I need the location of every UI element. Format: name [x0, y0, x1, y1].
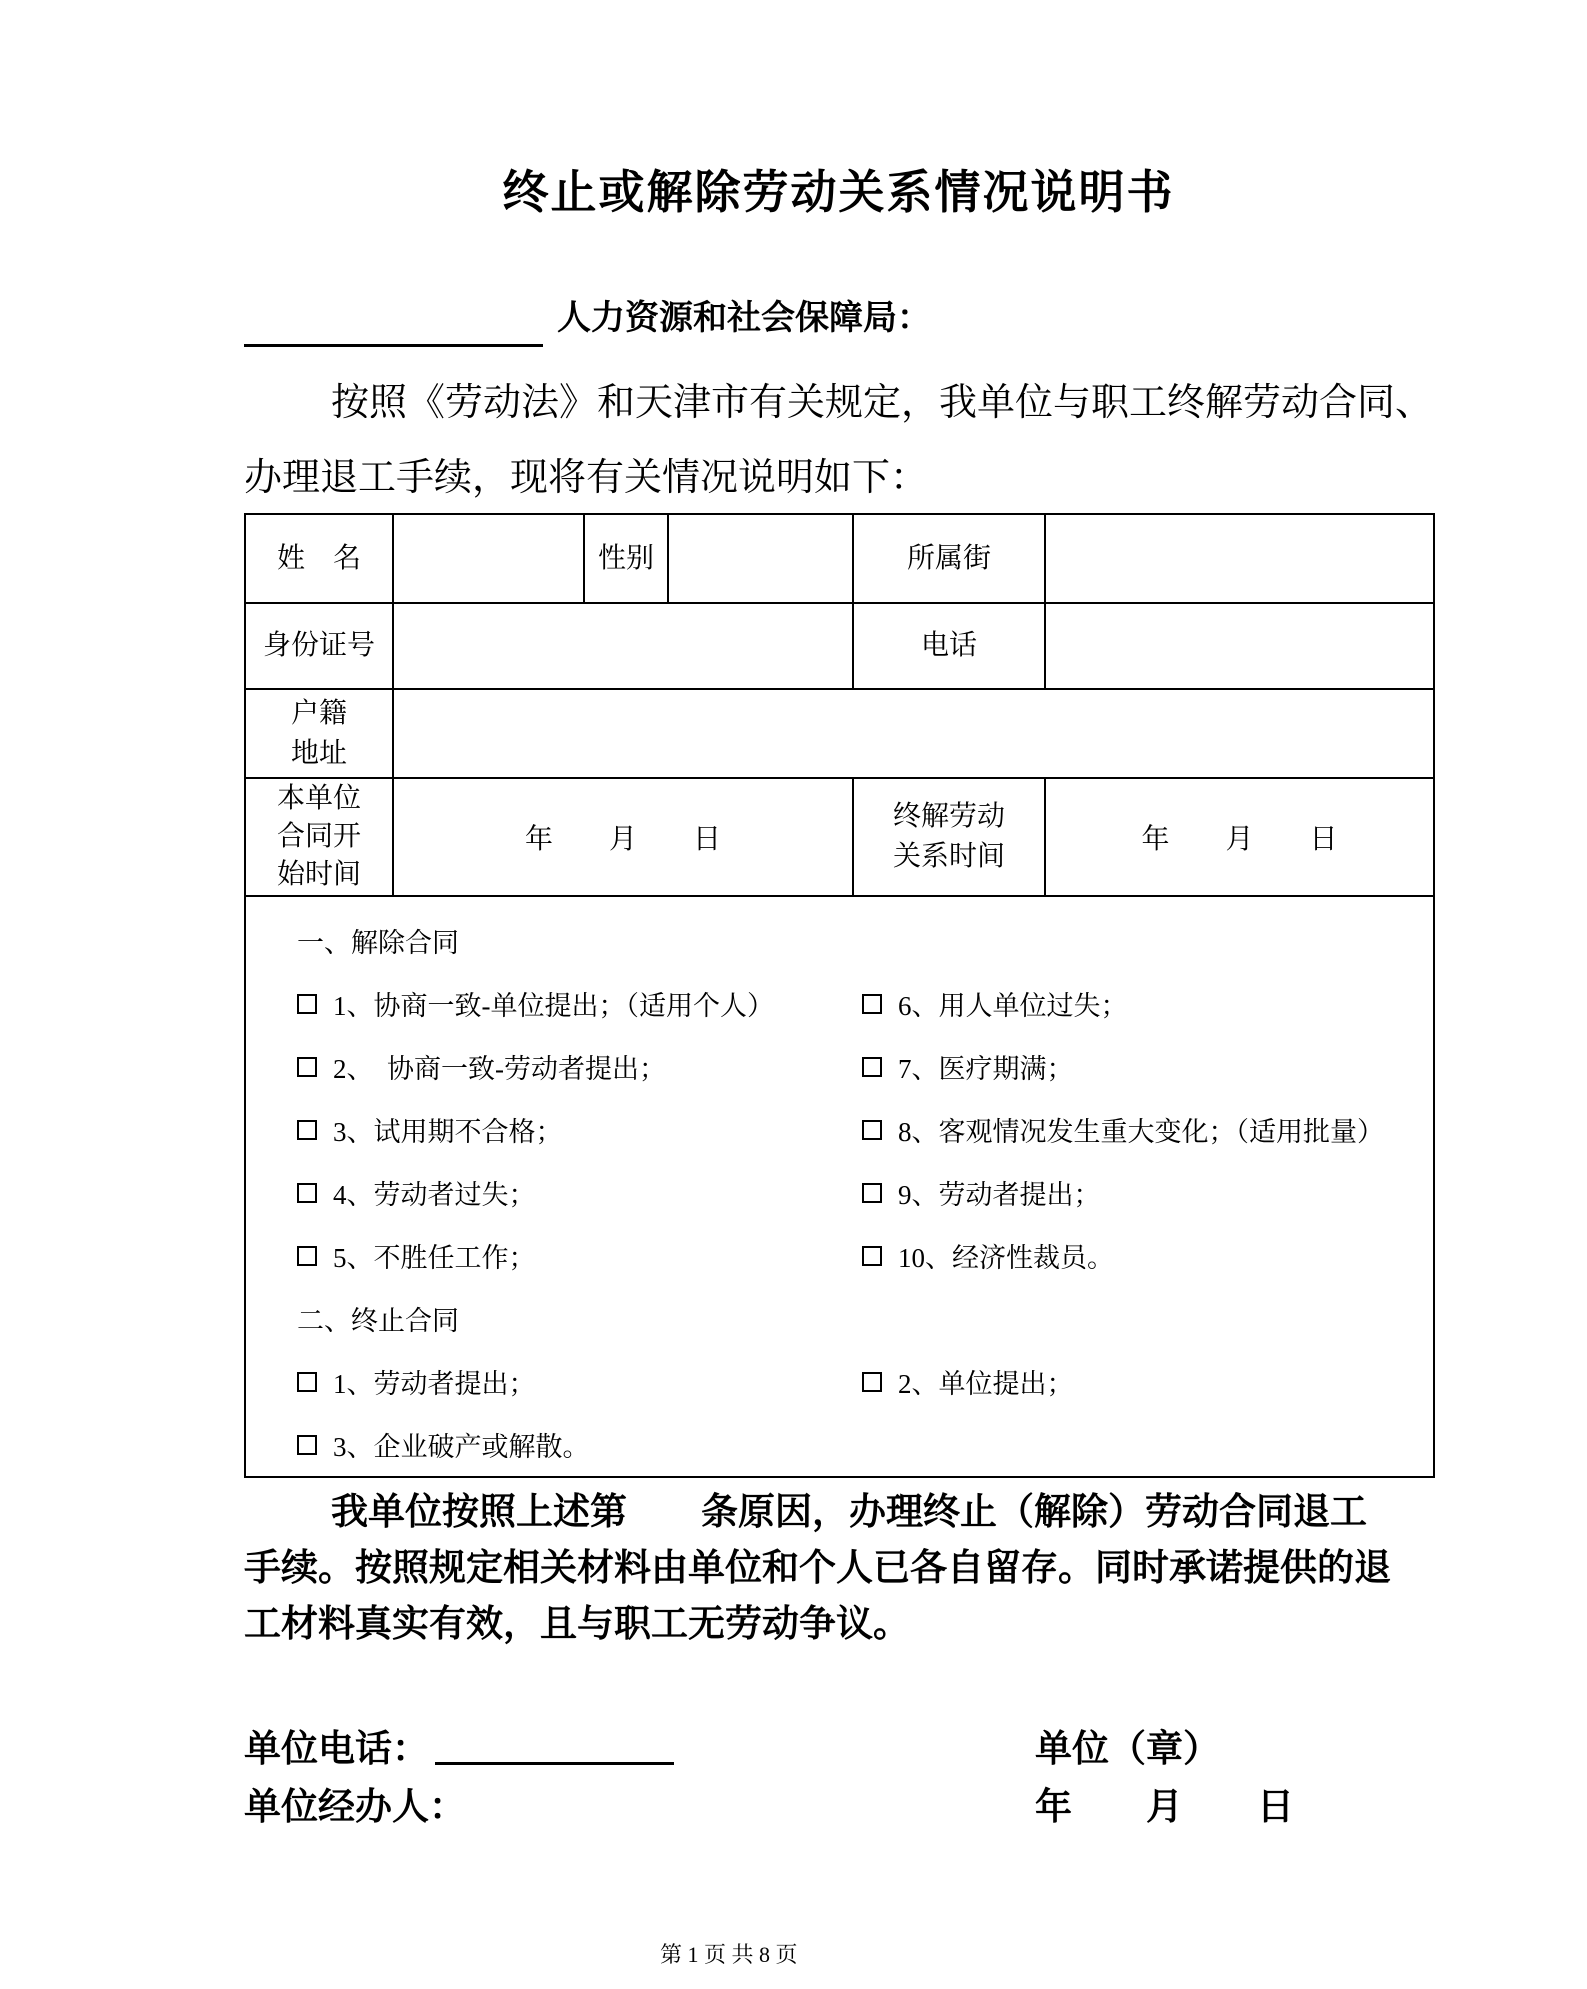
reason-label: 6、用人单位过失； — [898, 991, 1128, 1021]
reason-item — [862, 984, 1433, 1023]
document-content — [244, 0, 1433, 1989]
table-row — [245, 689, 1434, 778]
table-row — [245, 778, 1434, 896]
reason-item — [297, 1236, 862, 1275]
phone-label: 电话 — [853, 603, 1045, 689]
checkbox-icon[interactable] — [297, 994, 317, 1014]
reason-label: 3、试用期不合格； — [333, 1117, 563, 1147]
checkbox-icon[interactable] — [862, 1183, 882, 1203]
checkbox-icon[interactable] — [297, 1057, 317, 1077]
closing-line-3: 工材料真实有效，且与职工无劳动争议。 — [244, 1604, 910, 1645]
reason-row — [297, 1161, 1433, 1224]
table-row — [245, 896, 1434, 1477]
recipient-label: 人力资源和社会保障局： — [557, 300, 931, 337]
intro-line-1: 按照《劳动法》和天津市有关规定，我单位与职工终解劳动合同、 — [331, 382, 1434, 424]
gender-input-cell[interactable] — [668, 514, 853, 603]
contract-start-date-cell[interactable]: 年 月 日 — [393, 778, 853, 896]
household-address-input-cell[interactable] — [393, 689, 1434, 778]
reason-label: 4、劳动者过失； — [333, 1180, 536, 1210]
street-label: 所属街 — [853, 514, 1045, 603]
reasons-section-2 — [297, 1287, 1433, 1350]
reason-label: 2、 协商一致-劳动者提出； — [333, 1054, 666, 1084]
checkbox-icon[interactable] — [862, 1057, 882, 1077]
reason-row — [297, 972, 1433, 1035]
closing-paragraph — [244, 1485, 1433, 1653]
recipient-name-blank[interactable] — [244, 301, 543, 347]
reason-item — [862, 1047, 1433, 1086]
section-title: 一、解除合同 — [297, 928, 459, 958]
reason-label: 8、客观情况发生重大变化；（适用批量） — [898, 1117, 1384, 1147]
unit-phone-label: 单位电话： — [244, 1729, 429, 1770]
gender-label: 性别 — [584, 514, 668, 603]
reason-label: 10、经济性裁员。 — [898, 1243, 1114, 1273]
checkbox-icon[interactable] — [297, 1435, 317, 1455]
household-address-label: 户籍 地址 — [245, 689, 393, 778]
reasons-section-1 — [297, 909, 1433, 972]
unit-phone-row — [244, 1717, 1433, 1773]
checkbox-icon[interactable] — [862, 994, 882, 1014]
reason-item — [862, 1236, 1433, 1275]
reason-label: 9、劳动者提出； — [898, 1180, 1101, 1210]
reason-label: 2、单位提出； — [898, 1369, 1074, 1399]
id-number-label: 身份证号 — [245, 603, 393, 689]
unit-agent-label: 单位经办人： — [244, 1787, 466, 1828]
reason-item — [297, 1425, 862, 1464]
unit-phone-blank[interactable] — [435, 1725, 674, 1765]
reason-item — [862, 1362, 1433, 1401]
reason-item — [297, 1173, 862, 1212]
name-input-cell[interactable] — [393, 514, 584, 603]
checkbox-icon[interactable] — [862, 1372, 882, 1392]
reason-item — [862, 1173, 1433, 1212]
table-row — [245, 514, 1434, 603]
closing-line-1: 我单位按照上述第 条原因，办理终止（解除）劳动合同退工 — [331, 1492, 1367, 1533]
reason-label: 3、企业破产或解散。 — [333, 1432, 590, 1462]
table-row — [245, 603, 1434, 689]
reason-item — [297, 1110, 862, 1149]
reason-row — [297, 1035, 1433, 1098]
recipient-line — [244, 290, 931, 347]
reason-item — [862, 1110, 1433, 1149]
reason-item — [297, 984, 862, 1023]
reason-item — [297, 1047, 862, 1086]
name-label: 姓 名 — [245, 514, 393, 603]
reason-row — [297, 1350, 1433, 1413]
contract-start-label: 本单位 合同开 始时间 — [245, 778, 393, 896]
checkbox-icon[interactable] — [297, 1120, 317, 1140]
checkbox-icon[interactable] — [297, 1372, 317, 1392]
checkbox-icon[interactable] — [862, 1120, 882, 1140]
reasons-area — [246, 897, 1433, 1476]
reasons-cell — [245, 896, 1434, 1477]
unit-agent-row — [244, 1775, 1433, 1831]
id-number-input-cell[interactable] — [393, 603, 853, 689]
reason-label: 1、劳动者提出； — [333, 1369, 536, 1399]
checkbox-icon[interactable] — [297, 1183, 317, 1203]
checkbox-icon[interactable] — [862, 1246, 882, 1266]
reason-row — [297, 1224, 1433, 1287]
page-number-footer: 第 1 页 共 8 页 — [660, 1942, 798, 1967]
reason-label: 7、医疗期满； — [898, 1054, 1074, 1084]
reason-item — [297, 1362, 862, 1401]
unit-seal-label: 单位（章） — [1035, 1729, 1220, 1770]
reason-label: 5、不胜任工作； — [333, 1243, 536, 1273]
reason-label: 1、协商一致-单位提出；（适用个人） — [333, 991, 774, 1021]
reason-row — [297, 1098, 1433, 1161]
intro-paragraph — [244, 366, 1433, 516]
signature-date-placeholder[interactable]: 年 月 日 — [1035, 1787, 1294, 1828]
employee-info-table — [244, 513, 1435, 1478]
intro-line-2: 办理退工手续，现将有关情况说明如下： — [244, 457, 929, 499]
termination-time-label: 终解劳动 关系时间 — [853, 778, 1045, 896]
reason-row — [297, 1413, 1433, 1476]
phone-input-cell[interactable] — [1045, 603, 1434, 689]
page-title: 终止或解除劳动关系情况说明书 — [502, 167, 1175, 218]
section-title: 二、终止合同 — [297, 1306, 459, 1336]
street-input-cell[interactable] — [1045, 514, 1434, 603]
termination-date-cell[interactable]: 年 月 日 — [1045, 778, 1434, 896]
closing-line-2: 手续。按照规定相关材料由单位和个人已各自留存。同时承诺提供的退 — [244, 1548, 1391, 1589]
checkbox-icon[interactable] — [297, 1246, 317, 1266]
